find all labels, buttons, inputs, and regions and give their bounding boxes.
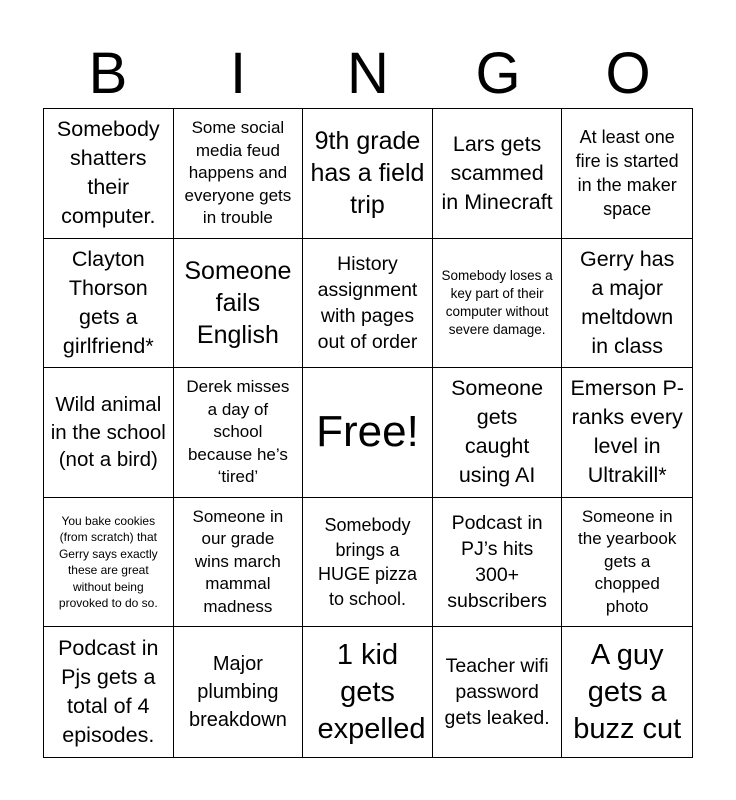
bingo-cell[interactable] (433, 239, 563, 369)
cell-text: 1 kid gets expelled (317, 638, 426, 745)
cell-text: You bake cookies (from scratch) that Gerry says exactly these are great without being provoked to do so. (58, 513, 158, 611)
cell-text: Clayton Thorson gets a girlfriend* (62, 246, 154, 358)
bingo-cell[interactable] (303, 239, 433, 369)
bingo-cell[interactable] (174, 239, 304, 369)
cell-text: Podcast in Pjs gets a total of 4 episodes. (58, 636, 159, 748)
cell-text: Major plumbing breakdown (188, 653, 287, 732)
bingo-board (43, 108, 693, 758)
bingo-cell[interactable] (303, 109, 433, 239)
bingo-cell[interactable] (562, 627, 692, 757)
header-letter-g: G (475, 41, 521, 106)
bingo-cell[interactable] (174, 368, 304, 498)
header-letter-o: O (605, 41, 651, 106)
cell-text: Someone fails English (184, 256, 292, 349)
header-letter-i: I (229, 41, 247, 106)
bingo-cell[interactable] (44, 627, 174, 757)
bingo-cell[interactable] (433, 109, 563, 239)
bingo-cell[interactable] (303, 498, 433, 628)
bingo-cell[interactable] (433, 627, 563, 757)
cell-text: Wild animal in the school (not a bird) (50, 393, 166, 472)
bingo-cell[interactable] (44, 239, 174, 369)
header-letter-b: B (88, 41, 128, 106)
bingo-cell-free[interactable] (303, 368, 433, 498)
cell-text: Some social media feud happens and everyone gets in trouble (184, 118, 292, 228)
cell-text: History assignment with pages out of order (317, 252, 418, 353)
cell-text: Gerry has a major meltdown in class (579, 246, 675, 358)
header-letter-n: N (347, 41, 389, 106)
free-space-text: Free! (316, 407, 419, 457)
cell-text: Somebody brings a HUGE pizza to school. (317, 515, 417, 609)
cell-text: Lars gets scammed in Minecraft (441, 131, 553, 214)
cell-text: Someone in our grade wins march mammal madness (192, 506, 284, 616)
bingo-cell[interactable] (44, 498, 174, 628)
bingo-cell[interactable] (44, 109, 174, 239)
bingo-cell[interactable] (174, 109, 304, 239)
bingo-cell[interactable] (303, 627, 433, 757)
cell-text: A guy gets a buzz cut (573, 638, 682, 745)
bingo-cell[interactable] (433, 368, 563, 498)
bingo-header (43, 41, 693, 108)
cell-text: Emerson P-ranks every level in Ultrakill* (570, 376, 684, 488)
bingo-cell[interactable] (562, 109, 692, 239)
bingo-cell[interactable] (562, 368, 692, 498)
cell-text: 9th grade has a field trip (310, 127, 425, 220)
cell-text: Someone gets caught using AI (451, 376, 544, 488)
cell-text: Derek misses a day of school because he’s ‘tired’ (186, 377, 290, 487)
bingo-cell[interactable] (44, 368, 174, 498)
bingo-cell[interactable] (174, 498, 304, 628)
cell-text: Somebody loses a key part of their computer without severe damage. (441, 267, 553, 337)
cell-text: Podcast in PJ’s hits 300+ subscribers (447, 512, 547, 613)
cell-text: Somebody shatters their computer. (56, 117, 160, 229)
cell-text: Someone in the yearbook gets a chopped photo (578, 506, 677, 616)
cell-text: At least one fire is started in the maker space (575, 127, 679, 220)
bingo-cell[interactable] (562, 498, 692, 628)
bingo-cell[interactable] (174, 627, 304, 757)
bingo-cell[interactable] (562, 239, 692, 369)
bingo-cell[interactable] (433, 498, 563, 628)
cell-text: Teacher wifi password gets leaked. (444, 655, 550, 730)
